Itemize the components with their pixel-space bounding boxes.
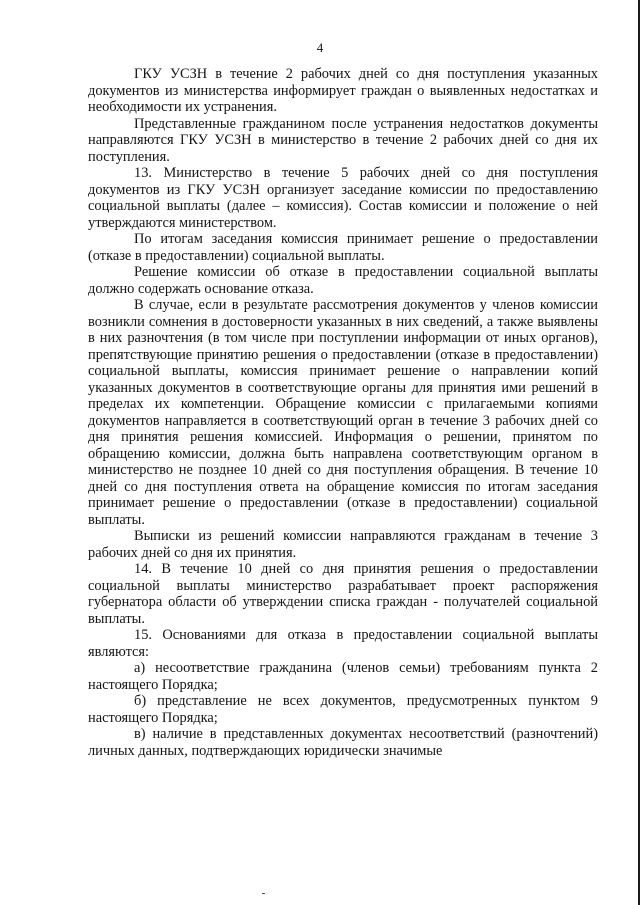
paragraph: 13. Министерство в течение 5 рабочих дней со дня поступления документов из ГКУ УСЗН организует заседание комиссии по предоставлению социальной выплаты (далее – комиссия). Состав комиссии и положение о ней утверждаются министерством. bbox=[88, 165, 598, 231]
paragraph: в) наличие в представленных документах несоответствий (разночтений) личных данных, подтверждающих юридически значимые bbox=[88, 726, 598, 759]
paragraph: Выписки из решений комиссии направляются гражданам в течение 3 рабочих дней со дня их принятия. bbox=[88, 528, 598, 561]
scan-artifact bbox=[262, 893, 265, 894]
paragraph: Представленные гражданином после устранения недостатков документы направляются ГКУ УСЗН в министерство в течение 2 рабочих дней со дня их поступления. bbox=[88, 115, 598, 165]
paragraph: Решение комиссии об отказе в предоставлении социальной выплаты должно содержать основание отказа. bbox=[88, 264, 598, 297]
paragraph: б) представление не всех документов, предусмотренных пунктом 9 настоящего Порядка; bbox=[88, 693, 598, 726]
paragraph: В случае, если в результате рассмотрения документов у членов комиссии возникли сомнения в достоверности указанных в них сведений, а также выявлены в них разночтения (в том числе при поступлении информации от иных органов), препятствующие принятию решения о предоставлении (отказе в предоставлении) социальной выплаты, комиссия принимает решение о направлении копий указанных документов в соответствующие органы для принятия ими решений в пределах их компетенции. Обращение комиссии с прилагаемыми копиями документов направляется в соответствующий орган в течение 3 рабочих дней со дня принятия решения комиссией. Информация о решении, принятом по обращению комиссии, должна быть направлена соответствующим органом в министерство не позднее 10 дней со дня поступления обращения. В течение 10 дней со дня поступления ответа на обращение комиссия по итогам заседания принимает решение о предоставлении (отказе в предоставлении) социальной выплаты. bbox=[88, 297, 598, 528]
paragraph: По итогам заседания комиссия принимает решение о предоставлении (отказе в предоставлении) социальной выплаты. bbox=[88, 231, 598, 264]
paragraph: ГКУ УСЗН в течение 2 рабочих дней со дня поступления указанных документов из министерства информирует граждан о выявленных недостатках и необходимости их устранения. bbox=[88, 66, 598, 115]
paragraph: 15. Основаниями для отказа в предоставлении социальной выплаты являются: bbox=[88, 627, 598, 660]
paragraph: 14. В течение 10 дней со дня принятия решения о предоставлении социальной выплаты министерство разрабатывает проект распоряжения губернатора области об утверждении списка граждан - получателей социальной выплаты. bbox=[88, 561, 598, 627]
document-body bbox=[88, 66, 598, 759]
page-number: 4 bbox=[316, 40, 324, 55]
paragraph: а) несоответствие гражданина (членов семьи) требованиям пункта 2 настоящего Порядка; bbox=[88, 660, 598, 693]
